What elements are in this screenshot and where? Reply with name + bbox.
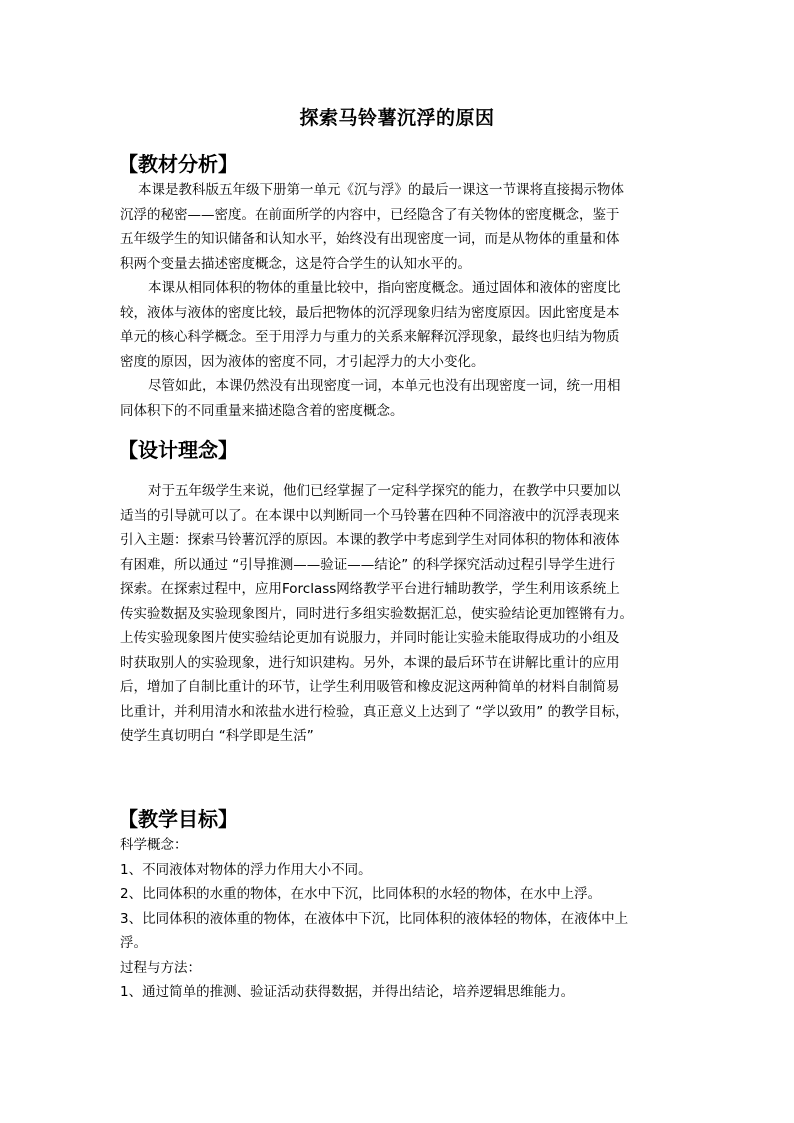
paragraph-line: 本课从相同体积的物体的重量比较中，指向密度概念。通过固体和液体的密度比 <box>148 280 621 296</box>
paragraph-line: 1、通过简单的推测、验证活动获得数据，并得出结论，培养逻辑思维能力。 <box>120 984 575 1000</box>
paragraph-line: 单元的核心科学概念。至于用浮力与重力的关系来解释沉浮现象，最终也归结为物质 <box>120 329 620 345</box>
paragraph-line: 上传实验现象图片使实验结论更加有说服力，并同时能让实验未能取得成功的小组及 <box>120 630 620 646</box>
paragraph-line: 有困难，所以通过 “引导推测——验证——结论” 的科学探究活动过程引导学生进行 <box>120 556 616 573</box>
paragraph-line: 同体积下的不同重量来描述隐含着的密度概念。 <box>120 402 404 419</box>
paragraph-line: 时获取别人的实验现象，进行知识建构。另外，本课的最后环节在讲解比重计的应用 <box>120 654 620 671</box>
paragraph-line: 对于五年级学生来说，他们已经掌握了一定科学探究的能力，在教学中只要加以 <box>148 483 621 499</box>
design-concept-body <box>120 479 680 749</box>
paragraph-line: 五年级学生的知识储备和认知水平，始终没有出现密度一词，而是从物体的重量和体 <box>120 231 620 247</box>
paragraph-line: 浮。 <box>120 935 147 951</box>
textbook-analysis-body <box>120 178 680 423</box>
section-heading-teaching-goals: 【教学目标】 <box>118 807 238 831</box>
paragraph-line: 使学生真切明白 “科学即是生活” <box>120 728 314 744</box>
paragraph-line: 比重计，并利用清水和浓盐水进行检验，真正意义上达到了 “学以致用” 的教学目标， <box>120 703 629 720</box>
paragraph-line: 传实验数据及实验现象图片，同时进行多组实验数据汇总，使实验结论更加铿锵有力。 <box>120 605 633 622</box>
paragraph-line: 后，增加了自制比重计的环节，让学生利用吸管和橡皮泥这两种简单的材料自制简易 <box>120 679 620 695</box>
paragraph-line: 沉浮的秘密——密度。在前面所学的内容中，已经隐含了有关物体的密度概念，鉴于 <box>120 206 620 223</box>
paragraph-line: 本课是教科版五年级下册第一单元《沉与浮》的最后一课这一节课将直接揭示物体 <box>138 182 624 198</box>
paragraph-line: 2、比同体积的水重的物体，在水中下沉，比同体积的水轻的物体，在水中上浮。 <box>120 886 602 902</box>
paragraph-line: 密度的原因，因为液体的密度不同，才引起浮力的大小变化。 <box>120 353 485 370</box>
paragraph-line: 过程与方法： <box>120 959 201 976</box>
paragraph-line: 探索。在探索过程中，应用Forclass网络教学平台进行辅助教学，学生利用该系统上 <box>120 581 620 597</box>
paragraph-line: 尽管如此，本课仍然没有出现密度一词，本单元也没有出现密度一词，统一用相 <box>148 378 621 394</box>
paragraph-line: 1、不同液体对物体的浮力作用大小不同。 <box>120 861 372 878</box>
paragraph-line: 较，液体与液体的密度比较，最后把物体的沉浮现象归结为密度原因。因此密度是本 <box>120 304 620 321</box>
paragraph-line: 科学概念： <box>120 837 188 853</box>
paragraph-line: 引入主题：探索马铃薯沉浮的原因。本课的教学中考虑到学生对同体积的物体和液体 <box>120 532 620 548</box>
section-heading-design-concept: 【设计理念】 <box>118 438 238 462</box>
paragraph-line: 3、比同体积的液体重的物体，在液体中下沉，比同体积的液体轻的物体，在液体中上 <box>120 910 629 927</box>
teaching-goals-body <box>120 833 680 1005</box>
paragraph-line: 积两个变量去描述密度概念，这是符合学生的认知水平的。 <box>120 255 471 272</box>
document-title: 探索马铃薯沉浮的原因 <box>299 107 495 129</box>
section-heading-textbook-analysis: 【教材分析】 <box>118 152 238 176</box>
paragraph-line: 适当的引导就可以了。在本课中以判断同一个马铃薯在四种不同溶液中的沉浮表现来 <box>120 507 620 524</box>
